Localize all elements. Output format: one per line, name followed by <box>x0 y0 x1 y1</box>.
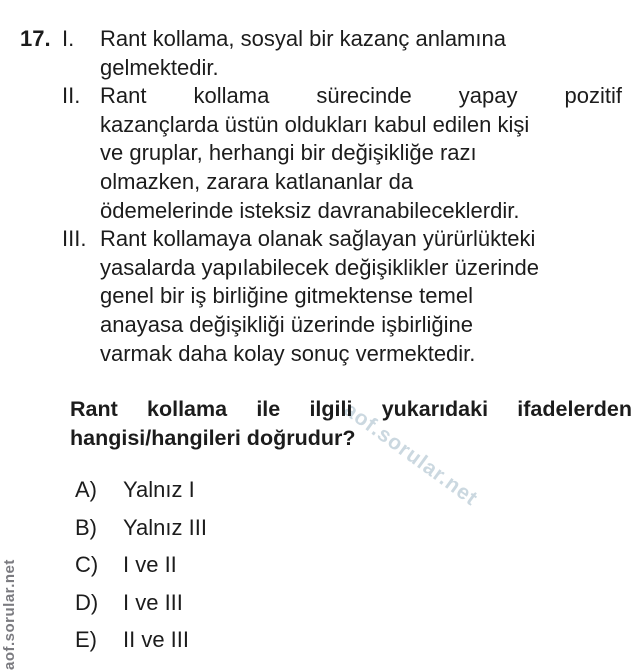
question-stem-line: hangisi/hangileri doğrudur? <box>70 426 356 450</box>
option-b-text: Yalnız III <box>123 514 207 540</box>
statement-2-line: ödemelerinde isteksiz davranabileceklerdir. <box>100 197 520 223</box>
statement-2-numeral: II. <box>62 83 81 108</box>
question-number: 17. <box>20 26 51 51</box>
statement-2-line: ve gruplar, herhangi bir değişikliğe razı <box>100 140 477 166</box>
option-d-text: I ve III <box>123 589 183 615</box>
option-a[interactable] <box>75 477 495 515</box>
statement-1-line: Rant kollama, sosyal bir kazanç anlamına <box>100 26 506 51</box>
option-e-letter: E) <box>75 627 97 652</box>
option-c-letter: C) <box>75 552 99 577</box>
statements-text <box>100 25 622 368</box>
answer-options <box>75 477 495 665</box>
statement-3-line: Rant kollamaya olanak sağlayan yürürlükteki <box>100 226 536 252</box>
watermark-diagonal: aof.sorular.net <box>339 398 483 511</box>
statement-3-line: anayasa değişikliği üzerinde işbirliğine <box>100 311 473 337</box>
statement-2-line: Rant kollama sürecinde yapay pozitif <box>100 83 622 109</box>
statement-2-line: olmazken, zarara katlananlar da <box>100 168 414 194</box>
option-c[interactable] <box>75 552 495 590</box>
option-a-text: Yalnız I <box>123 477 195 502</box>
statement-3-line: varmak daha kolay sonuç vermektedir. <box>100 340 476 366</box>
statement-3-line: genel bir iş birliğine gitmektense temel <box>100 283 473 309</box>
option-e[interactable] <box>75 627 495 665</box>
option-c-text: I ve II <box>123 552 177 577</box>
statement-1-numeral: I. <box>62 26 75 51</box>
option-b-letter: B) <box>75 514 97 540</box>
option-e-text: II ve III <box>123 627 190 652</box>
question-stem-line: Rant kollama ile ilgili yukarıdaki ifadelerden <box>70 397 632 421</box>
statement-3-line: yasalarda yapılabilecek değişiklikler üzerinde <box>100 254 540 280</box>
watermark-side: aof.sorular.net <box>1 559 18 670</box>
statement-1-line: gelmektedir. <box>100 54 219 80</box>
option-d-letter: D) <box>75 589 99 615</box>
option-b[interactable] <box>75 515 495 553</box>
question-stem <box>70 395 632 453</box>
statement-3-numeral: III. <box>62 226 87 251</box>
statement-2-line: kazançlarda üstün oldukları kabul edilen kişi <box>100 111 530 137</box>
option-a-letter: A) <box>75 477 97 502</box>
option-d[interactable] <box>75 590 495 628</box>
